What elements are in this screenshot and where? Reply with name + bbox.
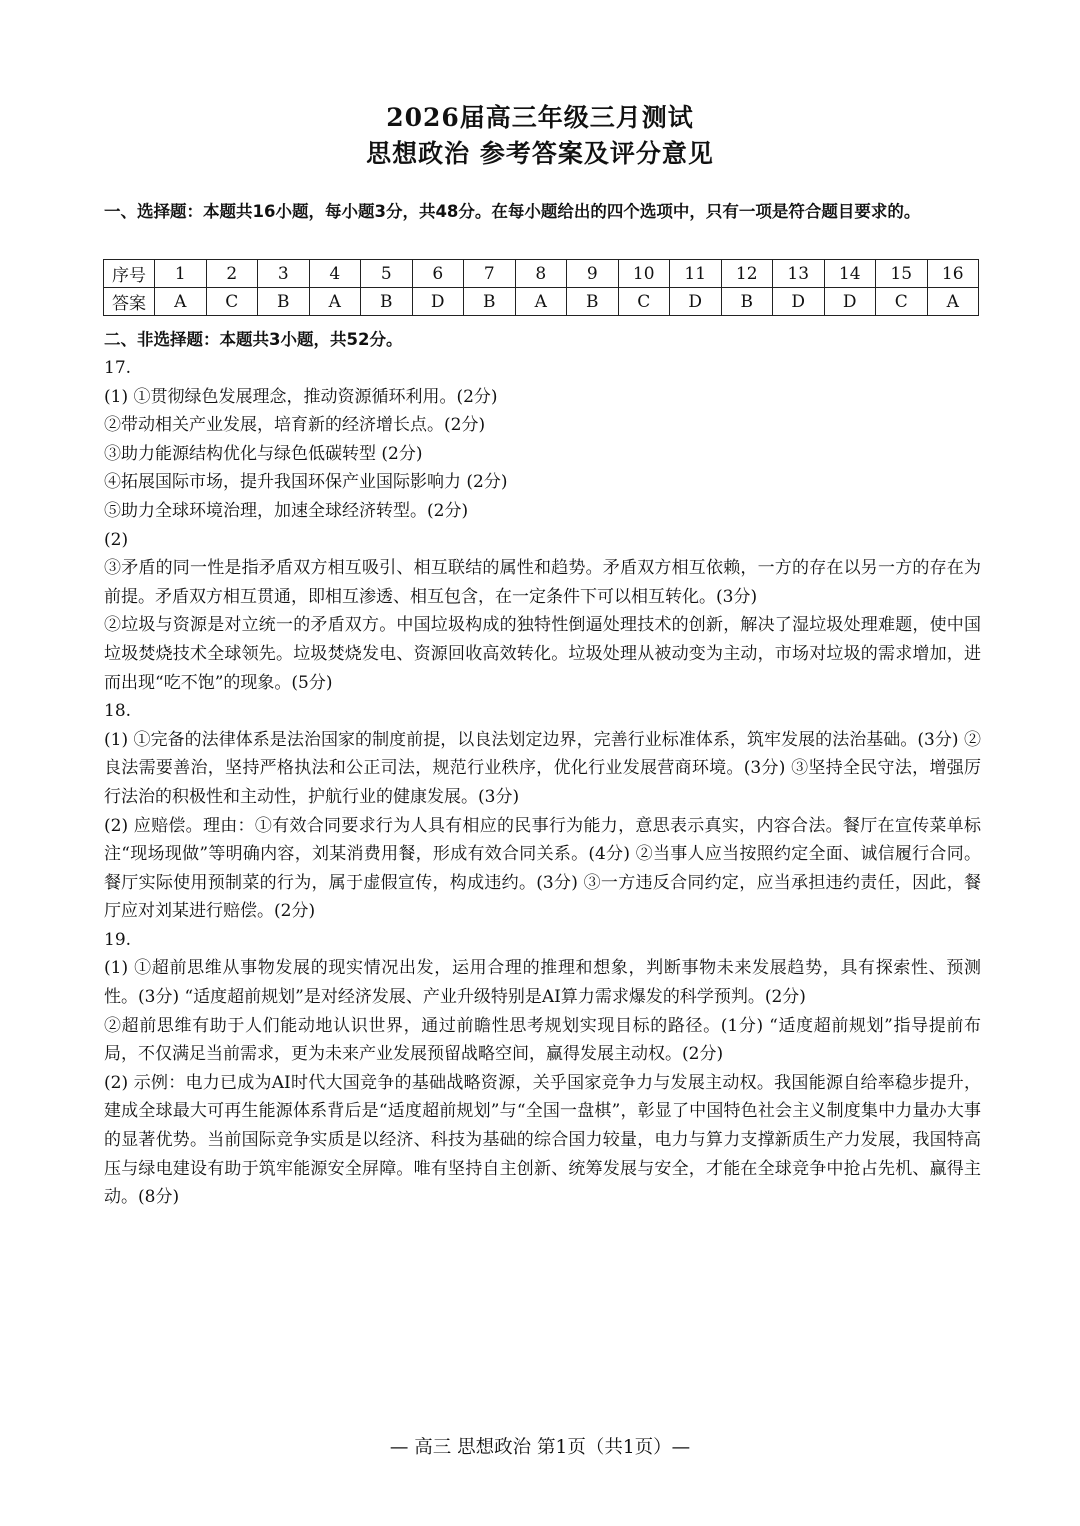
number-row xyxy=(104,260,979,288)
answer-cell: D xyxy=(773,288,825,316)
q17-part1-point1: (1) ①贯彻绿色发展理念，推动资源循环利用。(2分) xyxy=(104,386,498,407)
question-number: 1 xyxy=(155,260,207,288)
page-subtitle: 思想政治 参考答案及评分意见 xyxy=(366,139,714,168)
question-number: 14 xyxy=(824,260,876,288)
page-footer: — 高三 思想政治 第1页（共1页）— xyxy=(389,1437,691,1458)
question-number: 3 xyxy=(258,260,310,288)
question-number: 13 xyxy=(773,260,825,288)
answer-cell: C xyxy=(618,288,670,316)
answer-cell: B xyxy=(361,288,413,316)
answer-cell: B xyxy=(567,288,619,316)
question-number: 7 xyxy=(464,260,516,288)
q17-part1-point2: ②带动相关产业发展，培育新的经济增长点。(2分) xyxy=(104,415,486,436)
question-number: 16 xyxy=(927,260,979,288)
answer-cell: D xyxy=(412,288,464,316)
q18-part1-paragraph: (1) ①完备的法律体系是法治国家的制度前提，以良法划定边界，完善行业标准体系，筑牢发展的法治基础。(3分) ②良法需要善治，坚持严格执法和公正司法，规范行业秩序，优化行业发展营商环境。(3分) ③坚持全民守法，增强厉行法治的积极性和主动性，护航行业的健康发展。(3分) xyxy=(104,729,981,807)
number-row-label: 序号 xyxy=(104,260,155,288)
question-number: 10 xyxy=(618,260,670,288)
answer-table xyxy=(103,259,979,316)
question-number: 4 xyxy=(309,260,361,288)
answer-cell: B xyxy=(464,288,516,316)
question-18-number: 18. xyxy=(104,701,132,722)
question-number: 5 xyxy=(361,260,413,288)
question-number: 15 xyxy=(876,260,928,288)
question-19-number: 19. xyxy=(104,929,132,950)
page-title: 2026届高三年级三月测试 xyxy=(386,103,694,132)
section1-heading: 一、选择题：本题共16小题，每小题3分，共48分。在每小题给出的四个选项中，只有一项是符合题目要求的。 xyxy=(104,202,921,221)
q18-part2-paragraph: (2) 应赔偿。理由：①有效合同要求行为人具有相应的民事行为能力，意思表示真实，内容合法。餐厅在宣传菜单标注“现场现做”等明确内容，刘某消费用餐，形成有效合同关系。(4分) ②当事人应当按照约定全面、诚信履行合同。餐厅实际使用预制菜的行为，属于虚假宣传，构成违约。(3分) ③一方违反合同约定，应当承担违约责任，因此，餐厅应对刘某进行赔偿。(2分) xyxy=(104,815,981,922)
question-17-number: 17. xyxy=(104,358,132,378)
answer-cell: D xyxy=(824,288,876,316)
question-number: 2 xyxy=(206,260,258,288)
answer-cell: C xyxy=(206,288,258,316)
q17-part2-paragraph1: ③矛盾的同一性是指矛盾双方相互吸引、相互联结的属性和趋势。矛盾双方相互依赖，一方的存在以另一方的存在为前提。矛盾双方相互贯通，即相互渗透、相互包含，在一定条件下可以相互转化。(3分) xyxy=(104,558,981,607)
q19-part1-paragraph1: (1) ①超前思维从事物发展的现实情况出发，运用合理的推理和想象，判断事物未来发展趋势，具有探索性、预测性。(3分) “适度超前规划”是对经济发展、产业升级特别是AI算力需求爆发的科学预判。(2分) xyxy=(104,958,981,1008)
question-number: 9 xyxy=(567,260,619,288)
q17-part2-label: (2) xyxy=(104,529,129,550)
answer-row xyxy=(104,288,979,316)
q17-part1-point4: ④拓展国际市场，提升我国环保产业国际影响力 (2分) xyxy=(104,472,508,493)
answer-cell: B xyxy=(721,288,773,316)
q17-part1-point5: ⑤助力全球环境治理，加速全球经济转型。(2分) xyxy=(104,500,469,521)
answer-cell: A xyxy=(927,288,979,316)
answer-row-label: 答案 xyxy=(104,288,155,316)
q17-part2-paragraph2: ②垃圾与资源是对立统一的矛盾双方。中国垃圾构成的独特性倒逼处理技术的创新，解决了湿垃圾处理难题，使中国垃圾焚烧技术全球领先。垃圾焚烧发电、资源回收高效转化。垃圾处理从被动变为主动，市场对垃圾的需求增加，进而出现“吃不饱”的现象。(5分) xyxy=(104,615,981,693)
answer-cell: B xyxy=(258,288,310,316)
answer-cell: C xyxy=(876,288,928,316)
answer-cell: A xyxy=(309,288,361,316)
question-number: 12 xyxy=(721,260,773,288)
answer-body xyxy=(104,354,981,1212)
question-number: 11 xyxy=(670,260,722,288)
answer-cell: A xyxy=(155,288,207,316)
question-number: 8 xyxy=(515,260,567,288)
answer-cell: A xyxy=(515,288,567,316)
answer-cell: D xyxy=(670,288,722,316)
question-number: 6 xyxy=(412,260,464,288)
section2-heading: 二、非选择题：本题共3小题，共52分。 xyxy=(104,330,403,349)
q19-part1-paragraph2: ②超前思维有助于人们能动地认识世界，通过前瞻性思考规划实现目标的路径。(1分) “适度超前规划”指导提前布局，不仅满足当前需求，更为未来产业发展预留战略空间，赢得发展主动权。(2分) xyxy=(104,1015,981,1065)
q19-part2-paragraph: (2) 示例：电力已成为AI时代大国竞争的基础战略资源，关乎国家竞争力与发展主动权。我国能源自给率稳步提升，建成全球最大可再生能源体系背后是“适度超前规划”与“全国一盘棋”，彰显了中国特色社会主义制度集中力量办大事的显著优势。当前国际竞争实质是以经济、科技为基础的综合国力较量，电力与算力支撑新质生产力发展，我国特高压与绿电建设有助于筑牢能源安全屏障。唯有坚持自主创新、统筹发展与安全，才能在全球竞争中抢占先机、赢得主动。(8分) xyxy=(104,1072,981,1208)
q17-part1-point3: ③助力能源结构优化与绿色低碳转型 (2分) xyxy=(104,443,423,464)
